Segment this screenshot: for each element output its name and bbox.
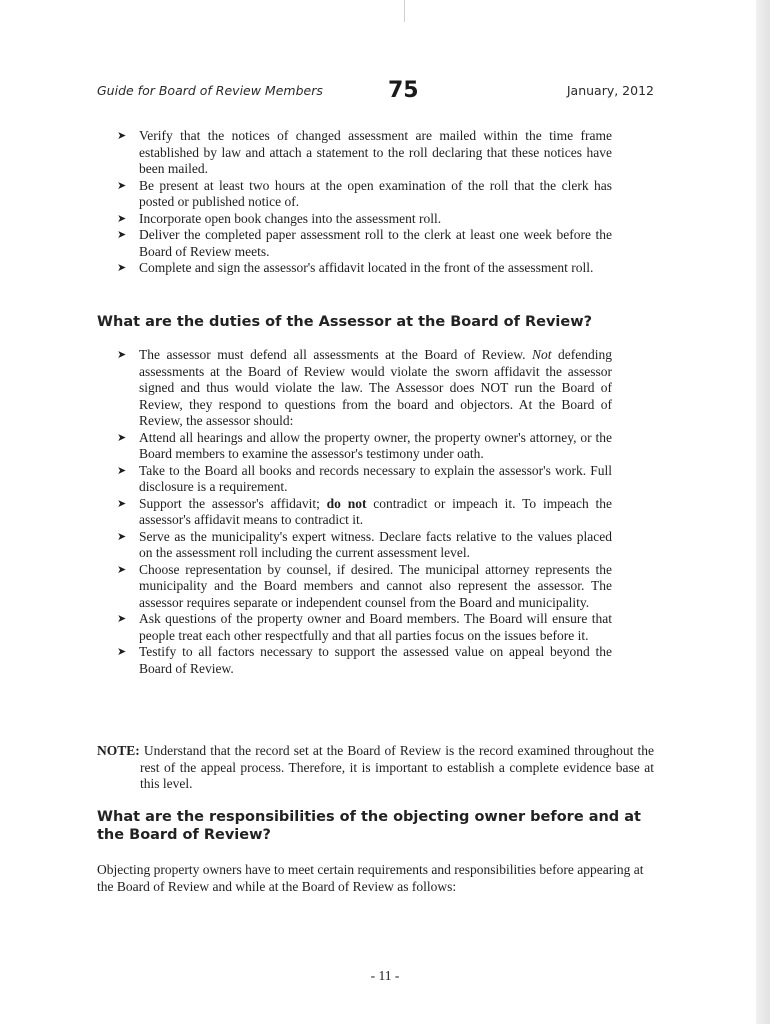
arrow-bullet-icon: ➤ xyxy=(117,645,127,658)
list-item-text: contradict or impeach it. To impeach the assessor's affidavit means to contradict it. xyxy=(139,495,612,527)
arrow-bullet-icon: ➤ xyxy=(117,261,127,274)
list-item-text: defending assessments at the Board of Review would violate the sworn affidavit the assessor signed and thus would violate the law. The Assessor does NOT run the Board of Review, they respond to questions from the board and objectors. At the Board of Review, the assessor should: xyxy=(139,347,612,428)
list-item-text: Testify to all factors necessary to support the assessed value on appeal beyond the Board of Review. xyxy=(139,644,612,676)
list-item xyxy=(98,463,612,496)
list-item xyxy=(98,178,612,211)
list-item xyxy=(98,227,612,260)
list-item xyxy=(98,347,612,430)
section-heading-assessor-duties: What are the duties of the Assessor at the Board of Review? xyxy=(97,314,593,330)
list-item-text: Choose representation by counsel, if desired. The municipal attorney represents the municipality and the Board members and cannot also represent the assessor. The assessor requires separate or independent counsel from the Board and municipality. xyxy=(139,561,612,610)
note-text: Understand that the record set at the Board of Review is the record examined throughout the rest of the appeal process. Therefore, it is important to establish a complete evidence base at this level. xyxy=(139,743,654,791)
list-item xyxy=(98,260,612,277)
list-item xyxy=(98,430,612,463)
list-item xyxy=(98,611,612,644)
arrow-bullet-icon: ➤ xyxy=(117,211,127,225)
list-item-text: Complete and sign the assessor's affidavit located in the front of the assessment roll. xyxy=(139,260,594,275)
section-heading-owner-responsibilities: What are the responsibilities of the objecting owner before and at the Board of Review? xyxy=(97,809,641,843)
page-header xyxy=(97,80,654,106)
list-item-text: Ask questions of the property owner and Board members. The Board will ensure that people treat each other respectfully and that all parties focus on the issues before it. xyxy=(139,611,612,643)
page-footer-number: - 11 - xyxy=(370,968,400,983)
list-item-text: Deliver the completed paper assessment roll to the clerk at least one week before the Board of Review meets. xyxy=(139,227,612,259)
arrow-bullet-icon: ➤ xyxy=(117,228,127,241)
arrow-bullet-icon: ➤ xyxy=(117,348,127,361)
page-edge xyxy=(756,0,770,1024)
list-item-text: Take to the Board all books and records necessary to explain the assessor's work. Full disclosure is a requirement. xyxy=(139,462,612,494)
arrow-bullet-icon: ➤ xyxy=(117,178,127,192)
assessor-duties-list xyxy=(98,347,612,677)
list-item-text: The assessor must defend all assessments at the Board of Review. xyxy=(139,347,532,362)
header-guide-title: Guide for Board of Review Members xyxy=(97,83,323,98)
list-item-text: Support the assessor's affidavit; xyxy=(139,495,327,511)
arrow-bullet-icon: ➤ xyxy=(117,562,127,576)
list-item xyxy=(98,496,612,529)
list-item xyxy=(98,529,612,562)
list-item-text: Be present at least two hours at the open examination of the roll that the clerk has posted or published notice of. xyxy=(139,177,612,209)
list-item xyxy=(98,211,612,228)
scan-mark xyxy=(404,0,405,22)
intro-paragraph: Objecting property owners have to meet certain requirements and responsibilities before appearing at the Board of Review and while at the Board of Review as follows: xyxy=(97,862,644,894)
arrow-bullet-icon: ➤ xyxy=(117,430,127,444)
arrow-bullet-icon: ➤ xyxy=(117,612,127,625)
list-item xyxy=(98,644,612,677)
arrow-bullet-icon: ➤ xyxy=(117,529,127,543)
list-item xyxy=(98,128,612,178)
list-item-text: Incorporate open book changes into the assessment roll. xyxy=(139,210,442,226)
list-item-text: Serve as the municipality's expert witness. Declare facts relative to the values placed on the assessment roll including the current assessment level. xyxy=(139,528,612,560)
note-paragraph xyxy=(97,743,654,793)
note-label: NOTE: xyxy=(97,743,140,758)
list-item xyxy=(98,562,612,612)
list-item-text: Verify that the notices of changed assessment are mailed within the time frame established by law and attach a statement to the roll declaring that these notices have been mailed. xyxy=(139,128,612,176)
arrow-bullet-icon: ➤ xyxy=(117,129,127,142)
list-item-emphasis: Not xyxy=(531,347,552,362)
arrow-bullet-icon: ➤ xyxy=(117,463,127,477)
assessor-pre-board-list xyxy=(98,128,612,277)
header-date: January, 2012 xyxy=(566,83,654,98)
arrow-bullet-icon: ➤ xyxy=(117,496,127,510)
list-item-text: Attend all hearings and allow the property owner, the property owner's attorney, or the Board members to examine the assessor's testimony under oath. xyxy=(139,429,612,461)
header-page-number: 75 xyxy=(388,78,419,103)
list-item-strong: do not xyxy=(326,495,367,511)
